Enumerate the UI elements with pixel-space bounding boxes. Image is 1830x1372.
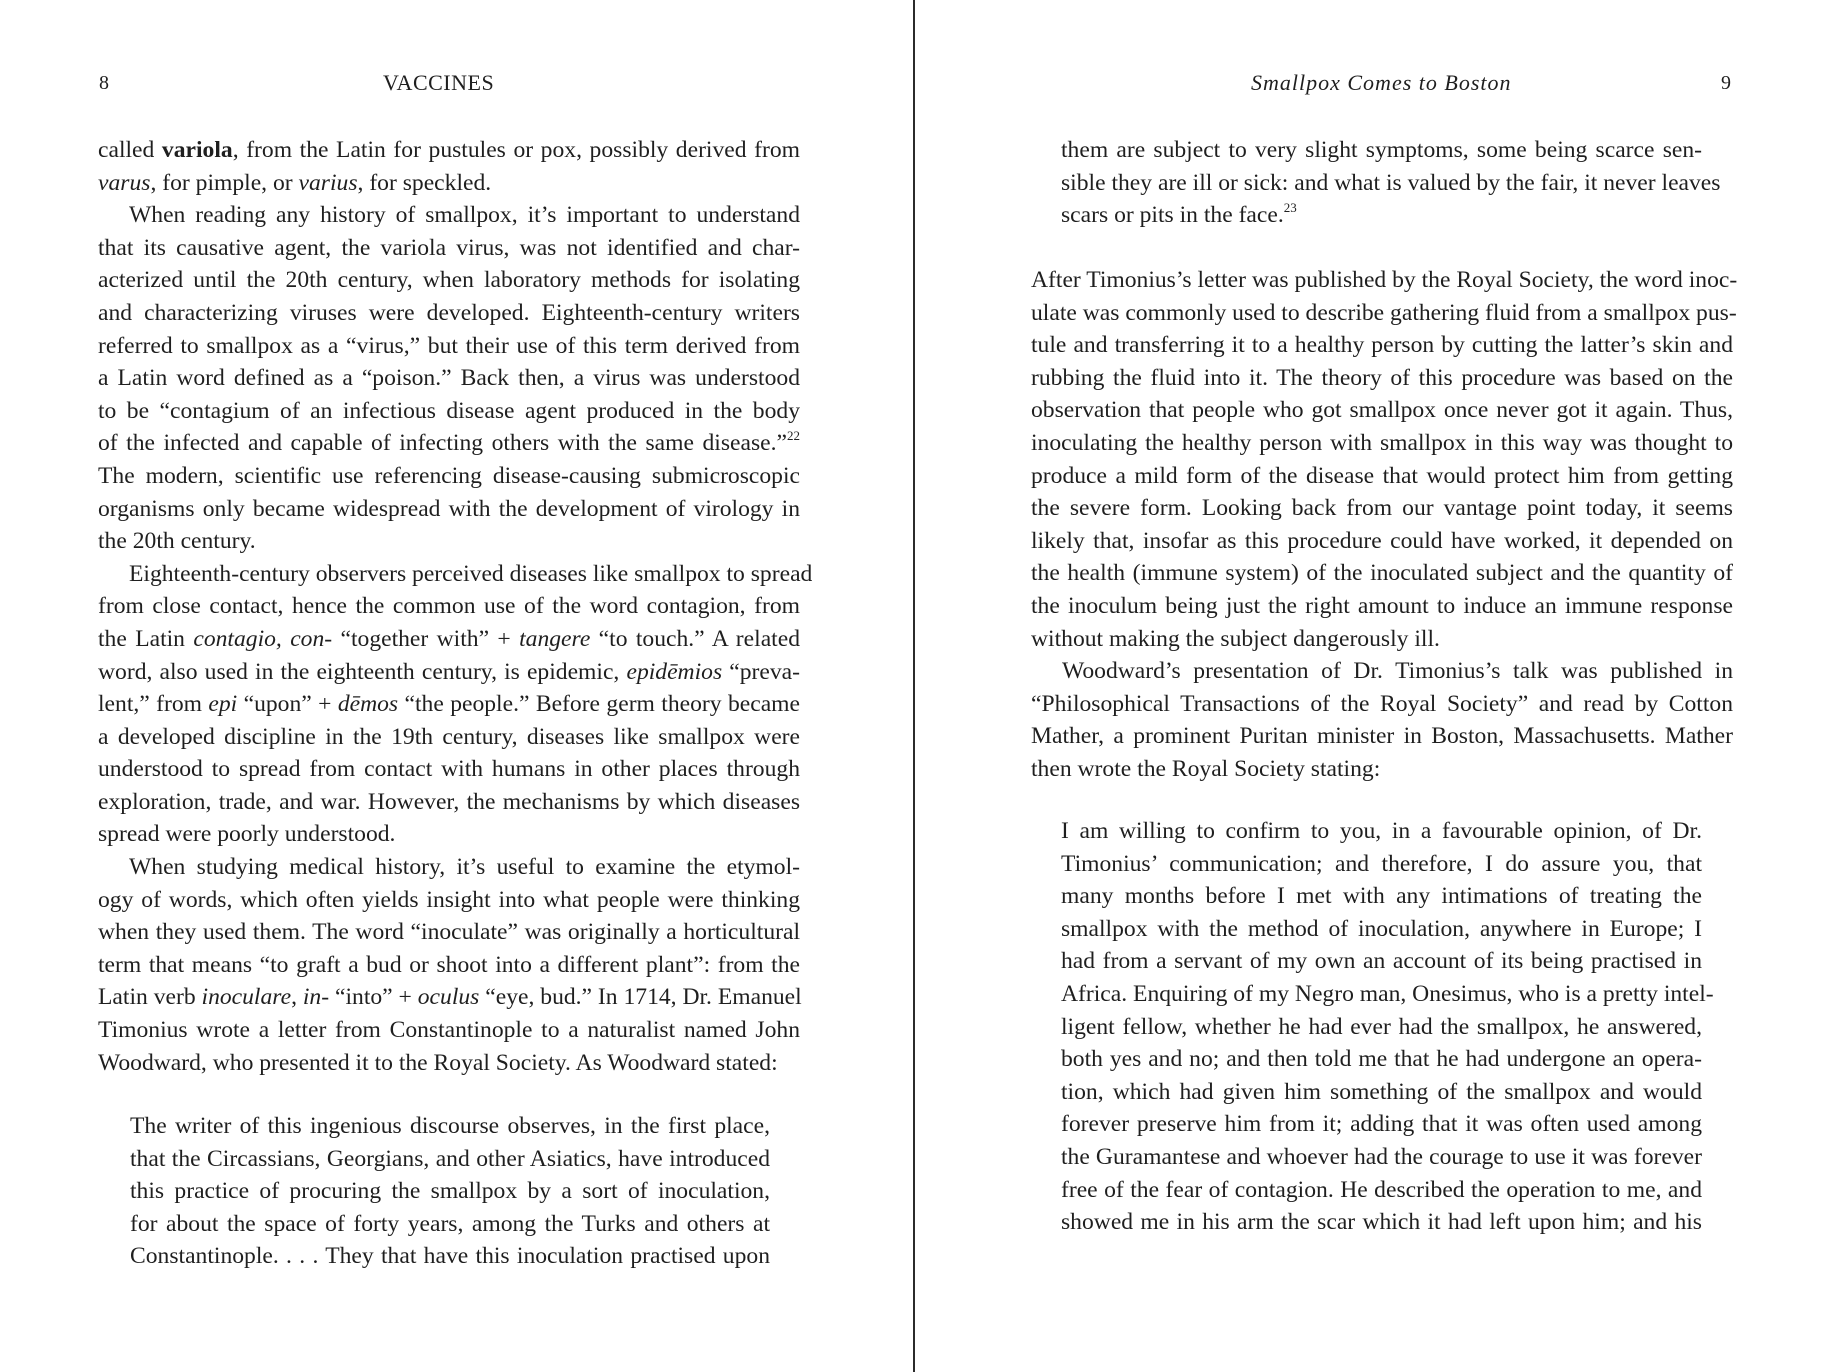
text-line <box>98 167 800 200</box>
italic-term: inoculare <box>201 984 292 1011</box>
text-line <box>130 1240 770 1273</box>
text-line <box>98 1014 800 1047</box>
text-line <box>98 916 800 949</box>
italic-term: varus <box>98 169 151 196</box>
text-run: for about the space of forty years, among the Turks and others at <box>130 1210 770 1237</box>
text-run: , <box>291 984 303 1011</box>
text-line <box>98 656 800 689</box>
text-line <box>98 623 800 656</box>
text-run: free of the fear of contagion. He described the operation to me, and <box>1061 1176 1702 1203</box>
text-line <box>1061 1011 1702 1044</box>
text-line <box>98 688 800 721</box>
text-run: smallpox with the method of inoculation, anywhere in Europe; I <box>1061 915 1702 942</box>
text-run: spread were poorly understood. <box>98 821 396 848</box>
text-run: The writer of this ingenious discourse observes, in the first place, <box>130 1113 770 1139</box>
text-line <box>1061 978 1714 1011</box>
block-quote-continued <box>1061 134 1721 232</box>
text-run: “into” + <box>329 984 418 1011</box>
text-line <box>98 884 800 917</box>
text-run: called <box>98 137 162 163</box>
text-run: tion, which had given him something of the smallpox and would <box>1061 1078 1702 1105</box>
text-line <box>98 818 800 851</box>
text-line <box>1031 720 1733 753</box>
text-line <box>1061 880 1702 913</box>
italic-term: epidēmios <box>626 658 723 685</box>
text-run: Constantinople. . . . They that have this inoculation practised upon <box>130 1243 770 1270</box>
text-run: “preva- <box>722 658 800 685</box>
text-line <box>1031 590 1733 623</box>
italic-term: tangere <box>519 625 591 652</box>
text-run: exploration, trade, and war. However, the mechanisms by which diseases <box>98 788 800 815</box>
text-line <box>1061 1141 1702 1174</box>
text-run: “upon” + <box>237 691 338 718</box>
page-number: 8 <box>99 72 109 94</box>
text-line <box>1061 1043 1702 1076</box>
text-run: and characterizing viruses were developed. Eighteenth-century writers <box>98 299 800 326</box>
text-line <box>98 851 800 884</box>
text-run: , for pimple, or <box>150 169 299 196</box>
text-line <box>1031 264 1738 297</box>
text-line <box>1031 753 1733 786</box>
text-run: to be “contagium of an infectious disease agent produced in the body <box>98 397 800 424</box>
text-line <box>1061 199 1702 232</box>
text-line <box>1061 1174 1702 1207</box>
body-text <box>98 134 813 1079</box>
text-run: understood to spread from contact with humans in other places through <box>98 756 800 783</box>
italic-term: varius <box>298 169 358 196</box>
text-line <box>98 753 800 786</box>
text-run: When reading any history of smallpox, it’s important to understand <box>129 202 800 229</box>
text-run: rubbing the fluid into it. The theory of this procedure was based on the <box>1031 364 1733 391</box>
text-run: a developed discipline in the 19th century, diseases like smallpox were <box>98 723 800 750</box>
text-line <box>1031 362 1733 395</box>
text-line <box>98 981 800 1014</box>
text-run: them are subject to very slight symptoms, some being scarce sen- <box>1061 137 1702 163</box>
text-run: After Timonius’s letter was published by the Royal Society, the word inoc- <box>1031 267 1738 293</box>
text-run: ulate was commonly used to describe gathering fluid from a smallpox pus- <box>1031 299 1737 326</box>
footnote-ref: 23 <box>1283 200 1297 216</box>
text-run: observation that people who got smallpox once never got it again. Thus, <box>1031 397 1733 424</box>
text-line <box>1061 1108 1702 1141</box>
footnote-ref: 22 <box>787 428 800 444</box>
text-line <box>98 721 800 754</box>
text-run: when they used them. The word “inoculate” was originally a horticultural <box>98 919 800 946</box>
text-line <box>98 199 800 232</box>
text-run: that the Circassians, Georgians, and other Asiatics, have introduced <box>130 1145 770 1172</box>
text-line <box>1061 134 1702 167</box>
text-run: “Philosophical Transactions of the Royal Society” and read by Cotton <box>1031 690 1733 717</box>
text-line <box>98 427 800 460</box>
text-run: Eighteenth-century observers perceived diseases like smallpox to spread <box>129 560 813 587</box>
text-line <box>98 525 800 558</box>
text-run: ogy of words, which often yields insight into what people were thinking <box>98 886 800 913</box>
text-run: Timonius wrote a letter from Constantinople to a naturalist named John <box>98 1017 800 1044</box>
text-line <box>1061 945 1702 978</box>
body-text <box>1031 264 1738 786</box>
text-run: of the infected and capable of infecting others with the same disease.” <box>98 430 787 457</box>
text-run: inoculating the healthy person with smallpox in this way was thought to <box>1031 429 1733 456</box>
text-run: Woodward, who presented it to the Royal Society. As Woodward stated: <box>98 1049 778 1076</box>
text-line <box>1031 525 1733 558</box>
text-line <box>98 786 800 819</box>
text-line <box>98 232 800 265</box>
text-run: Latin verb <box>98 984 202 1011</box>
text-run: “eye, bud.” In 1714, Dr. Emanuel <box>479 984 802 1011</box>
text-run: produce a mild form of the disease that would protect him from getting <box>1031 462 1733 489</box>
text-run: Timonius’ communication; and therefore, I do assure you, that <box>1061 850 1702 877</box>
text-line <box>1061 913 1702 946</box>
text-run: , for speckled. <box>357 169 492 196</box>
running-head: VACCINES <box>383 70 495 95</box>
text-line <box>98 590 800 623</box>
text-line <box>1061 1076 1702 1109</box>
block-quote <box>1061 815 1714 1239</box>
text-line <box>1061 815 1702 848</box>
text-run: showed me in his arm the scar which it had left upon him; and his <box>1061 1209 1702 1236</box>
italic-term: in- <box>302 984 330 1011</box>
left-page <box>0 0 913 1372</box>
text-line <box>98 460 800 493</box>
text-run: , from the Latin for pustules or pox, possibly derived from <box>232 137 800 163</box>
text-run: that its causative agent, the variola virus, was not identified and char- <box>98 234 800 261</box>
text-line <box>98 134 800 167</box>
text-run: Woodward’s presentation of Dr. Timonius’s talk was published in <box>1062 658 1733 685</box>
text-run: many months before I met with any intimations of treating the <box>1061 883 1702 910</box>
text-line <box>1031 329 1733 362</box>
page-number: 9 <box>1721 72 1731 94</box>
text-line <box>130 1110 770 1143</box>
text-line <box>1031 492 1733 525</box>
text-run: had from a servant of my own an account of its being practised in <box>1061 948 1702 975</box>
text-run: tule and transferring it to a healthy person by cutting the latter’s skin and <box>1031 332 1733 359</box>
text-run: The modern, scientific use referencing disease-causing submicroscopic <box>98 462 800 489</box>
text-run: Mather, a prominent Puritan minister in Boston, Massachusetts. Mather <box>1031 723 1733 750</box>
text-line <box>1031 557 1733 590</box>
text-line <box>1031 460 1733 493</box>
text-line <box>130 1208 770 1241</box>
text-run: term that means “to graft a bud or shoot into a different plant”: from the <box>98 951 800 978</box>
text-line <box>98 1047 800 1080</box>
text-run: “to touch.” A related <box>590 625 800 652</box>
italic-term: contagio, con- <box>193 625 333 652</box>
text-line <box>130 1143 770 1176</box>
text-run: referred to smallpox as a “virus,” but their use of this term derived from <box>98 332 800 359</box>
text-run: scars or pits in the face. <box>1061 202 1284 229</box>
text-run: the 20th century. <box>98 528 256 555</box>
running-head: Smallpox Comes to Boston <box>1251 70 1512 95</box>
text-run: acterized until the 20th century, when laboratory methods for isolating <box>98 267 800 294</box>
text-line <box>98 493 800 526</box>
text-run: the inoculum being just the right amount to induce an immune response <box>1031 592 1733 619</box>
text-line <box>1031 655 1733 688</box>
text-line <box>98 297 800 330</box>
text-run: this practice of procuring the smallpox by a sort of inoculation, <box>130 1178 770 1205</box>
text-run: “the people.” Before germ theory became <box>398 691 800 718</box>
text-line <box>1031 427 1733 460</box>
text-run: the severe form. Looking back from our vantage point today, it seems <box>1031 495 1733 522</box>
text-run: organisms only became widespread with the development of virology in <box>98 495 800 522</box>
text-run: a Latin word defined as a “poison.” Back then, a virus was understood <box>98 365 800 392</box>
text-run: When studying medical history, it’s useful to examine the etymol- <box>129 854 800 881</box>
text-run: likely that, insofar as this procedure could have worked, it depended on <box>1031 527 1733 554</box>
text-line <box>1061 848 1702 881</box>
text-line <box>98 264 800 297</box>
text-run: “together with” + <box>332 625 520 652</box>
text-line <box>98 395 800 428</box>
text-run: the health (immune system) of the inoculated subject and the quantity of <box>1031 560 1733 587</box>
italic-term: epi <box>208 691 238 718</box>
italic-term: dēmos <box>337 691 399 718</box>
text-line <box>1061 167 1721 200</box>
text-run: I am willing to confirm to you, in a favourable opinion, of Dr. <box>1061 818 1702 844</box>
text-run: from close contact, hence the common use of the word contagion, from <box>98 593 800 620</box>
text-run: word, also used in the eighteenth century, is epidemic, <box>98 658 627 685</box>
text-run: both yes and no; and then told me that he had undergone an opera- <box>1061 1046 1702 1073</box>
text-line <box>1031 688 1733 721</box>
text-run: then wrote the Royal Society stating: <box>1031 755 1381 782</box>
text-run: sible they are ill or sick: and what is valued by the fair, it never leaves <box>1061 169 1721 196</box>
text-line <box>98 330 800 363</box>
block-quote <box>130 1110 770 1273</box>
text-run: the Guramantese and whoever had the courage to use it was forever <box>1061 1143 1702 1170</box>
text-run: without making the subject dangerously ill. <box>1031 625 1440 652</box>
text-run: the Latin <box>98 625 194 652</box>
text-run: forever preserve him from it; adding that it was often used among <box>1061 1111 1702 1138</box>
text-line <box>98 362 800 395</box>
text-run: lent,” from <box>98 691 209 718</box>
bold-term: variola <box>161 137 233 163</box>
right-page <box>915 0 1830 1372</box>
text-line <box>98 558 813 591</box>
text-run: ligent fellow, whether he had ever had the smallpox, he answered, <box>1061 1013 1702 1040</box>
text-line <box>1031 297 1737 330</box>
text-line <box>1031 623 1733 656</box>
text-line <box>130 1175 770 1208</box>
italic-term: oculus <box>417 984 480 1011</box>
text-run: Africa. Enquiring of my Negro man, Onesimus, who is a pretty intel- <box>1061 980 1714 1007</box>
text-line <box>1061 1206 1702 1239</box>
text-line <box>98 949 800 982</box>
text-line <box>1031 394 1733 427</box>
